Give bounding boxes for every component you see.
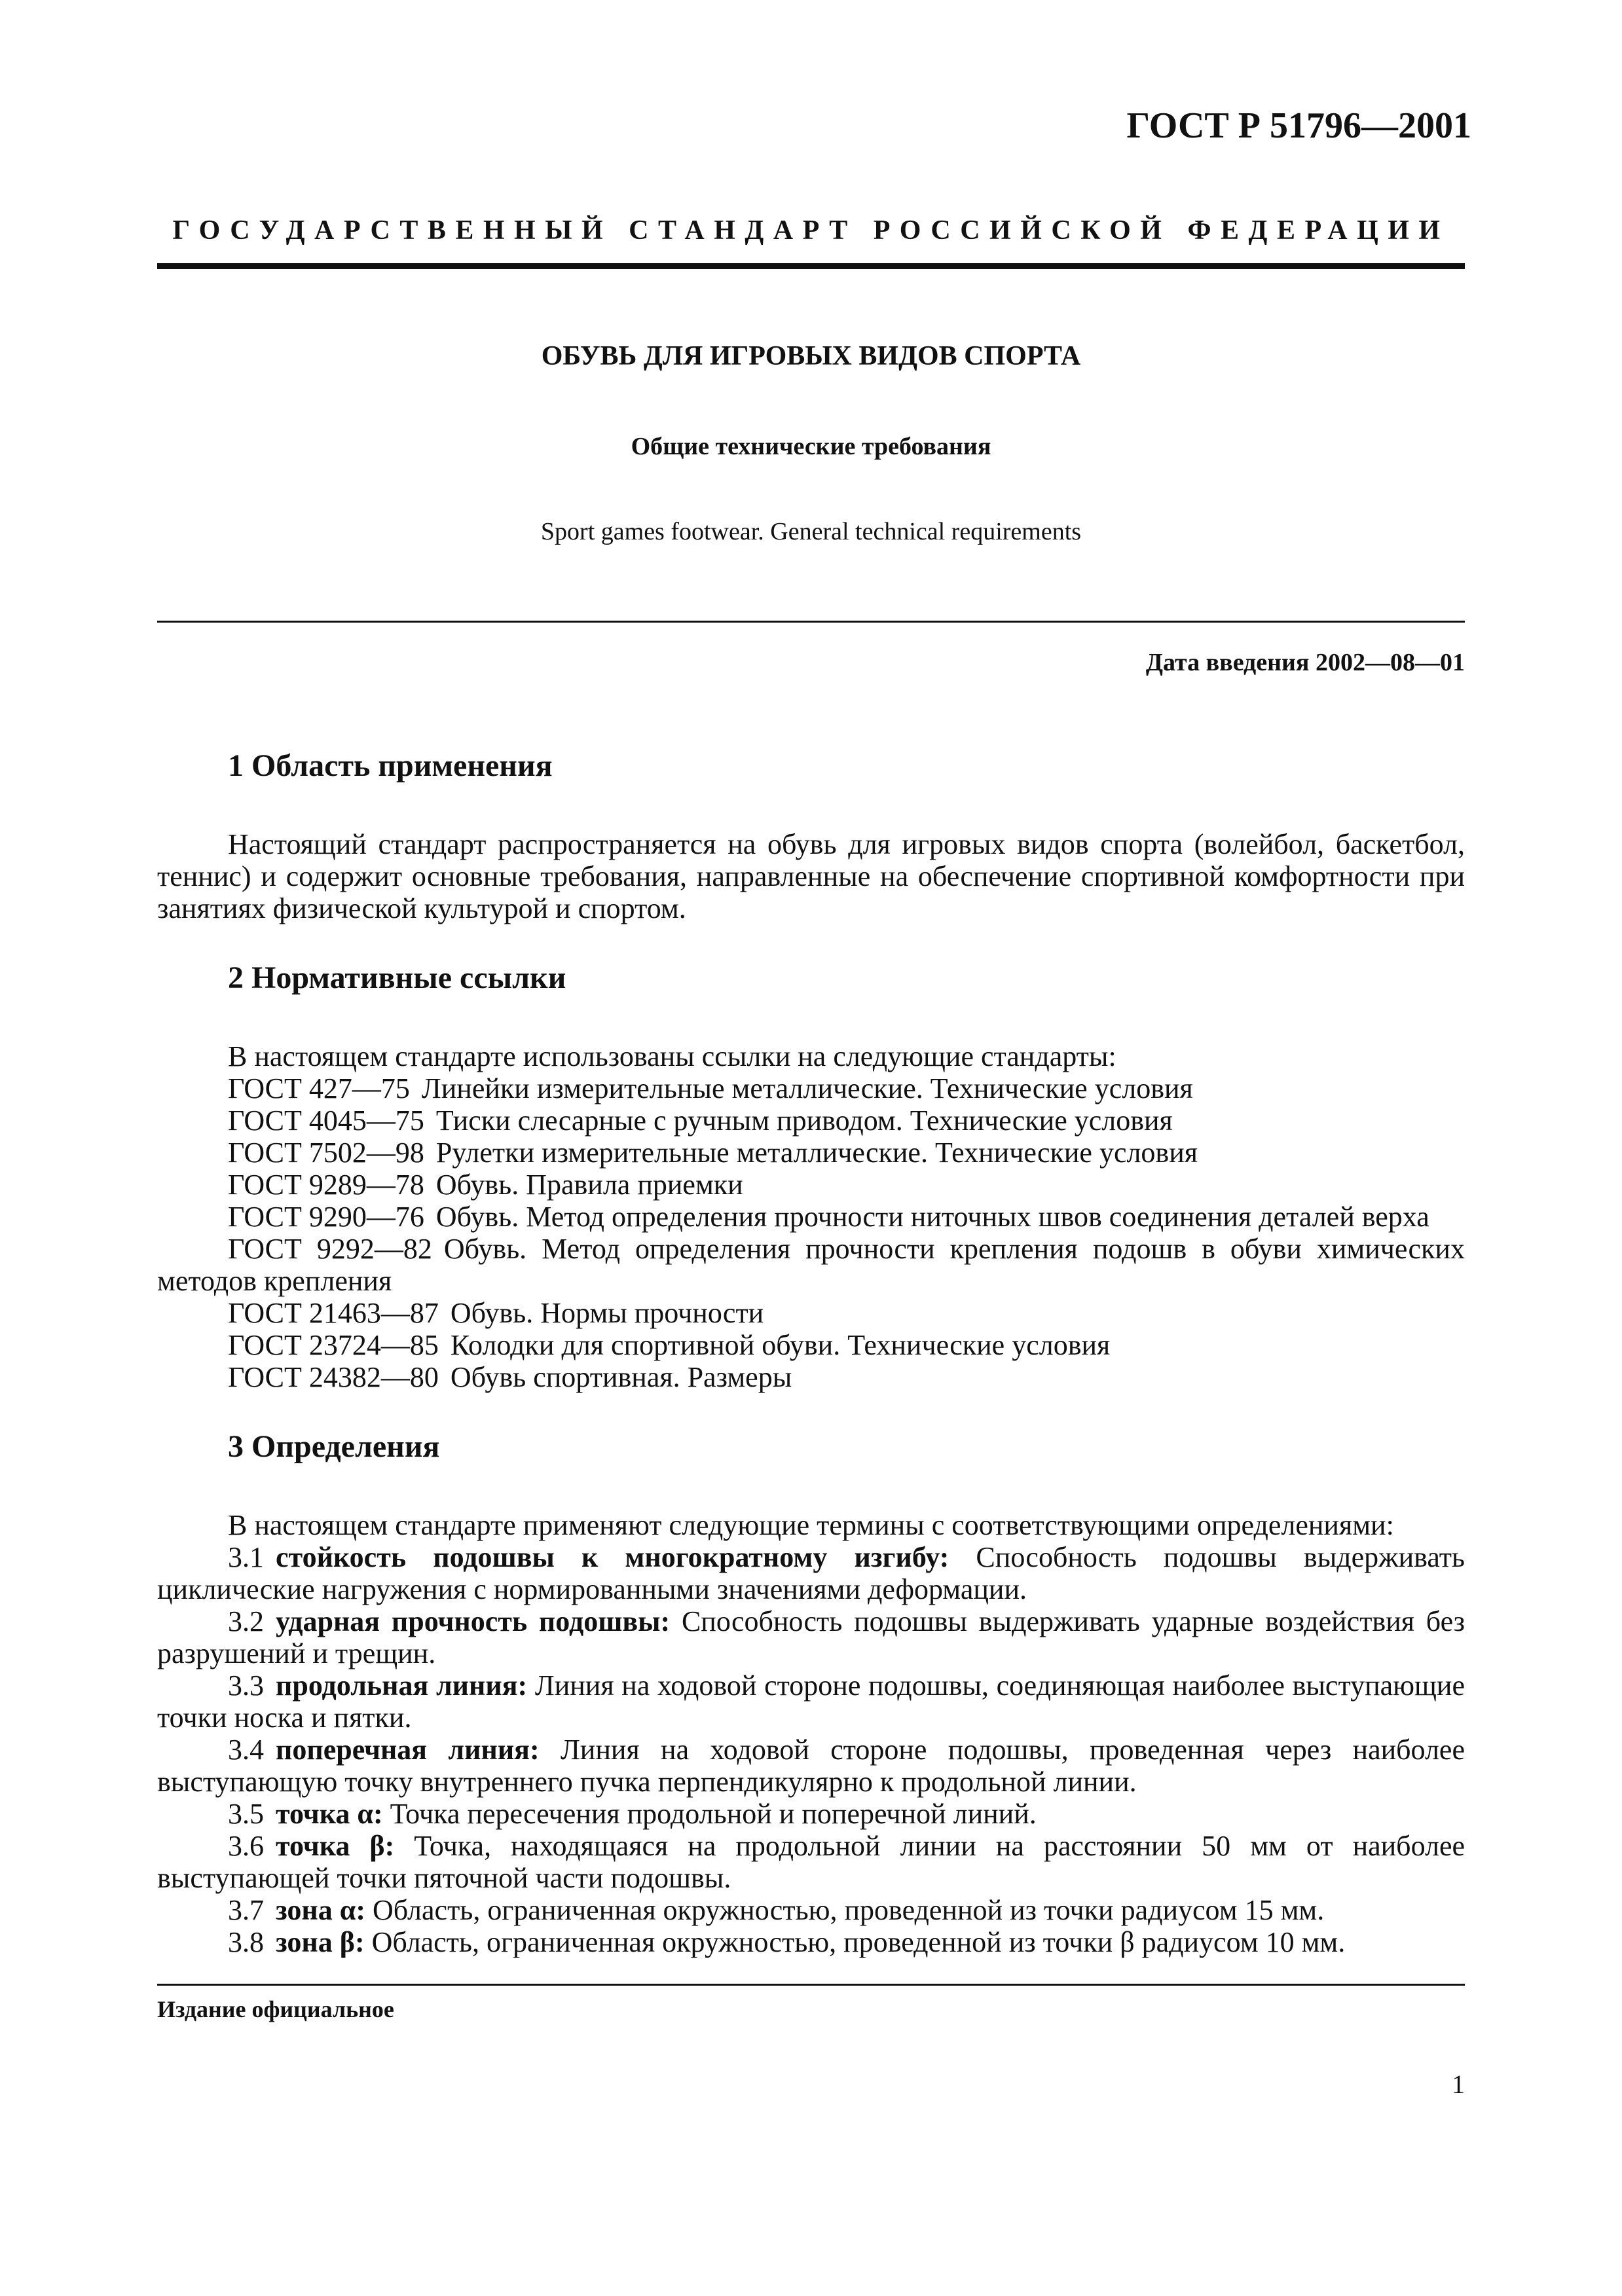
definition-item bbox=[157, 1669, 1465, 1734]
definition-term: зона α: bbox=[276, 1894, 365, 1926]
title-rule bbox=[157, 621, 1465, 623]
reference-item bbox=[157, 1329, 1465, 1361]
section-heading-definitions: 3 Определения bbox=[228, 1429, 440, 1464]
definition-item bbox=[157, 1541, 1465, 1605]
definition-text: Точка, находящаяся на продольной линии на расстоянии 50 мм от наиболее выступающей точки пяточной части подошвы. bbox=[157, 1830, 1465, 1894]
reference-title: Линейки измерительные металлические. Технические условия bbox=[421, 1072, 1193, 1104]
definition-text: Точка пересечения продольной и поперечной линий. bbox=[390, 1798, 1037, 1830]
definition-text: Способность подошвы выдерживать ударные воздействия без разрушений и трещин. bbox=[157, 1605, 1465, 1669]
reference-item bbox=[157, 1104, 1465, 1137]
document-number: ГОСТ Р 51796—2001 bbox=[1126, 105, 1471, 146]
definition-number: 3.5 bbox=[228, 1798, 264, 1830]
definition-number: 3.2 bbox=[228, 1605, 264, 1637]
reference-code: ГОСТ 427—75 bbox=[228, 1072, 410, 1104]
reference-item bbox=[157, 1137, 1465, 1169]
definition-term: поперечная линия: bbox=[276, 1734, 540, 1766]
reference-title: Рулетки измерительные металлические. Технические условия bbox=[435, 1137, 1198, 1169]
document-body bbox=[157, 746, 1465, 1958]
definition-text: Область, ограниченная окружностью, проведенной из точки радиусом 15 мм. bbox=[372, 1894, 1325, 1926]
section-heading-references: 2 Нормативные ссылки bbox=[228, 960, 566, 995]
reference-item bbox=[157, 1169, 1465, 1201]
definition-text: Линия на ходовой стороне подошвы, проведенная через наиболее выступающую точку внутреннего пучка перпендикулярно к продольной линии. bbox=[157, 1734, 1465, 1798]
reference-item bbox=[157, 1297, 1465, 1329]
definition-text: Способность подошвы выдерживать циклические нагружения с нормированными значениями деформации. bbox=[157, 1541, 1465, 1605]
definition-number: 3.8 bbox=[228, 1926, 264, 1958]
definitions-intro: В настоящем стандарте применяют следующие термины с соответствующими определениями: bbox=[228, 1509, 1394, 1541]
reference-code: ГОСТ 23724—85 bbox=[228, 1329, 439, 1361]
edition-label: Издание официальное bbox=[157, 1996, 394, 2022]
definition-text: Линия на ходовой стороне подошвы, соединяющая наиболее выступающие точки носка и пятки. bbox=[157, 1669, 1465, 1734]
references-list bbox=[157, 1072, 1465, 1393]
definition-term: точка α: bbox=[276, 1798, 383, 1830]
definition-item bbox=[157, 1926, 1465, 1958]
reference-title: Колодки для спортивной обуви. Технические условия bbox=[450, 1329, 1111, 1361]
reference-code: ГОСТ 9289—78 bbox=[228, 1169, 424, 1201]
reference-code: ГОСТ 9290—76 bbox=[228, 1201, 424, 1233]
reference-code: ГОСТ 7502—98 bbox=[228, 1137, 424, 1169]
reference-item bbox=[157, 1233, 1465, 1297]
reference-code: ГОСТ 21463—87 bbox=[228, 1297, 439, 1329]
page-number: 1 bbox=[1452, 2069, 1465, 2099]
definition-item bbox=[157, 1605, 1465, 1669]
definition-number: 3.4 bbox=[228, 1734, 264, 1766]
definition-text: Область, ограниченная окружностью, проведенной из точки β радиусом 10 мм. bbox=[371, 1926, 1346, 1958]
definition-number: 3.1 bbox=[228, 1541, 264, 1573]
scope-paragraph: Настоящий стандарт распространяется на обувь для игровых видов спорта (волейбол, баскетбол, теннис) и содержит основные требования, направленные на обеспечение спортивной комфортности при занятиях физической культурой и спортом. bbox=[157, 828, 1465, 924]
introduction-date: Дата введения 2002—08—01 bbox=[1145, 649, 1465, 676]
definition-item bbox=[157, 1798, 1465, 1830]
reference-item bbox=[157, 1361, 1465, 1393]
definitions-list bbox=[157, 1541, 1465, 1958]
definition-item bbox=[157, 1734, 1465, 1798]
reference-title: Обувь. Нормы прочности bbox=[450, 1297, 764, 1329]
definition-term: зона β: bbox=[276, 1926, 365, 1958]
english-title: Sport games footwear. General technical requirements bbox=[540, 518, 1082, 545]
section-heading-scope: 1 Область применения bbox=[228, 748, 553, 783]
footer-rule bbox=[157, 1984, 1465, 1986]
definition-number: 3.6 bbox=[228, 1830, 264, 1862]
reference-code: ГОСТ 9292—82 bbox=[228, 1233, 432, 1265]
definition-term: стойкость подошвы к многократному изгибу: bbox=[276, 1541, 949, 1573]
reference-title: Обувь. Правила приемки bbox=[435, 1169, 743, 1201]
reference-item bbox=[157, 1201, 1465, 1233]
definition-term: точка β: bbox=[276, 1830, 395, 1862]
document-title: ОБУВЬ ДЛЯ ИГРОВЫХ ВИДОВ СПОРТА bbox=[541, 341, 1081, 371]
state-standard-banner: ГОСУДАРСТВЕННЫЙ СТАНДАРТ РОССИЙСКОЙ ФЕДЕРАЦИИ bbox=[172, 215, 1450, 246]
definition-term: ударная прочность подошвы: bbox=[276, 1605, 671, 1637]
reference-title: Тиски слесарные с ручным приводом. Технические условия bbox=[435, 1104, 1173, 1137]
reference-title: Обувь спортивная. Размеры bbox=[450, 1361, 792, 1393]
definition-item bbox=[157, 1830, 1465, 1894]
reference-title: Обувь. Метод определения прочности ниточных швов соединения деталей верха bbox=[435, 1201, 1429, 1233]
definition-number: 3.7 bbox=[228, 1894, 264, 1926]
definition-number: 3.3 bbox=[228, 1669, 264, 1702]
header-rule bbox=[157, 263, 1465, 269]
reference-code: ГОСТ 4045—75 bbox=[228, 1104, 424, 1137]
references-intro: В настоящем стандарте использованы ссылки на следующие стандарты: bbox=[228, 1040, 1116, 1072]
definition-term: продольная линия: bbox=[276, 1669, 528, 1702]
document-subtitle: Общие технические требования bbox=[631, 433, 991, 460]
reference-title: Обувь. Метод определения прочности крепления подошв в обуви химических методов крепления bbox=[157, 1233, 1465, 1297]
reference-code: ГОСТ 24382—80 bbox=[228, 1361, 439, 1393]
reference-item bbox=[157, 1072, 1465, 1104]
definition-item bbox=[157, 1894, 1465, 1926]
